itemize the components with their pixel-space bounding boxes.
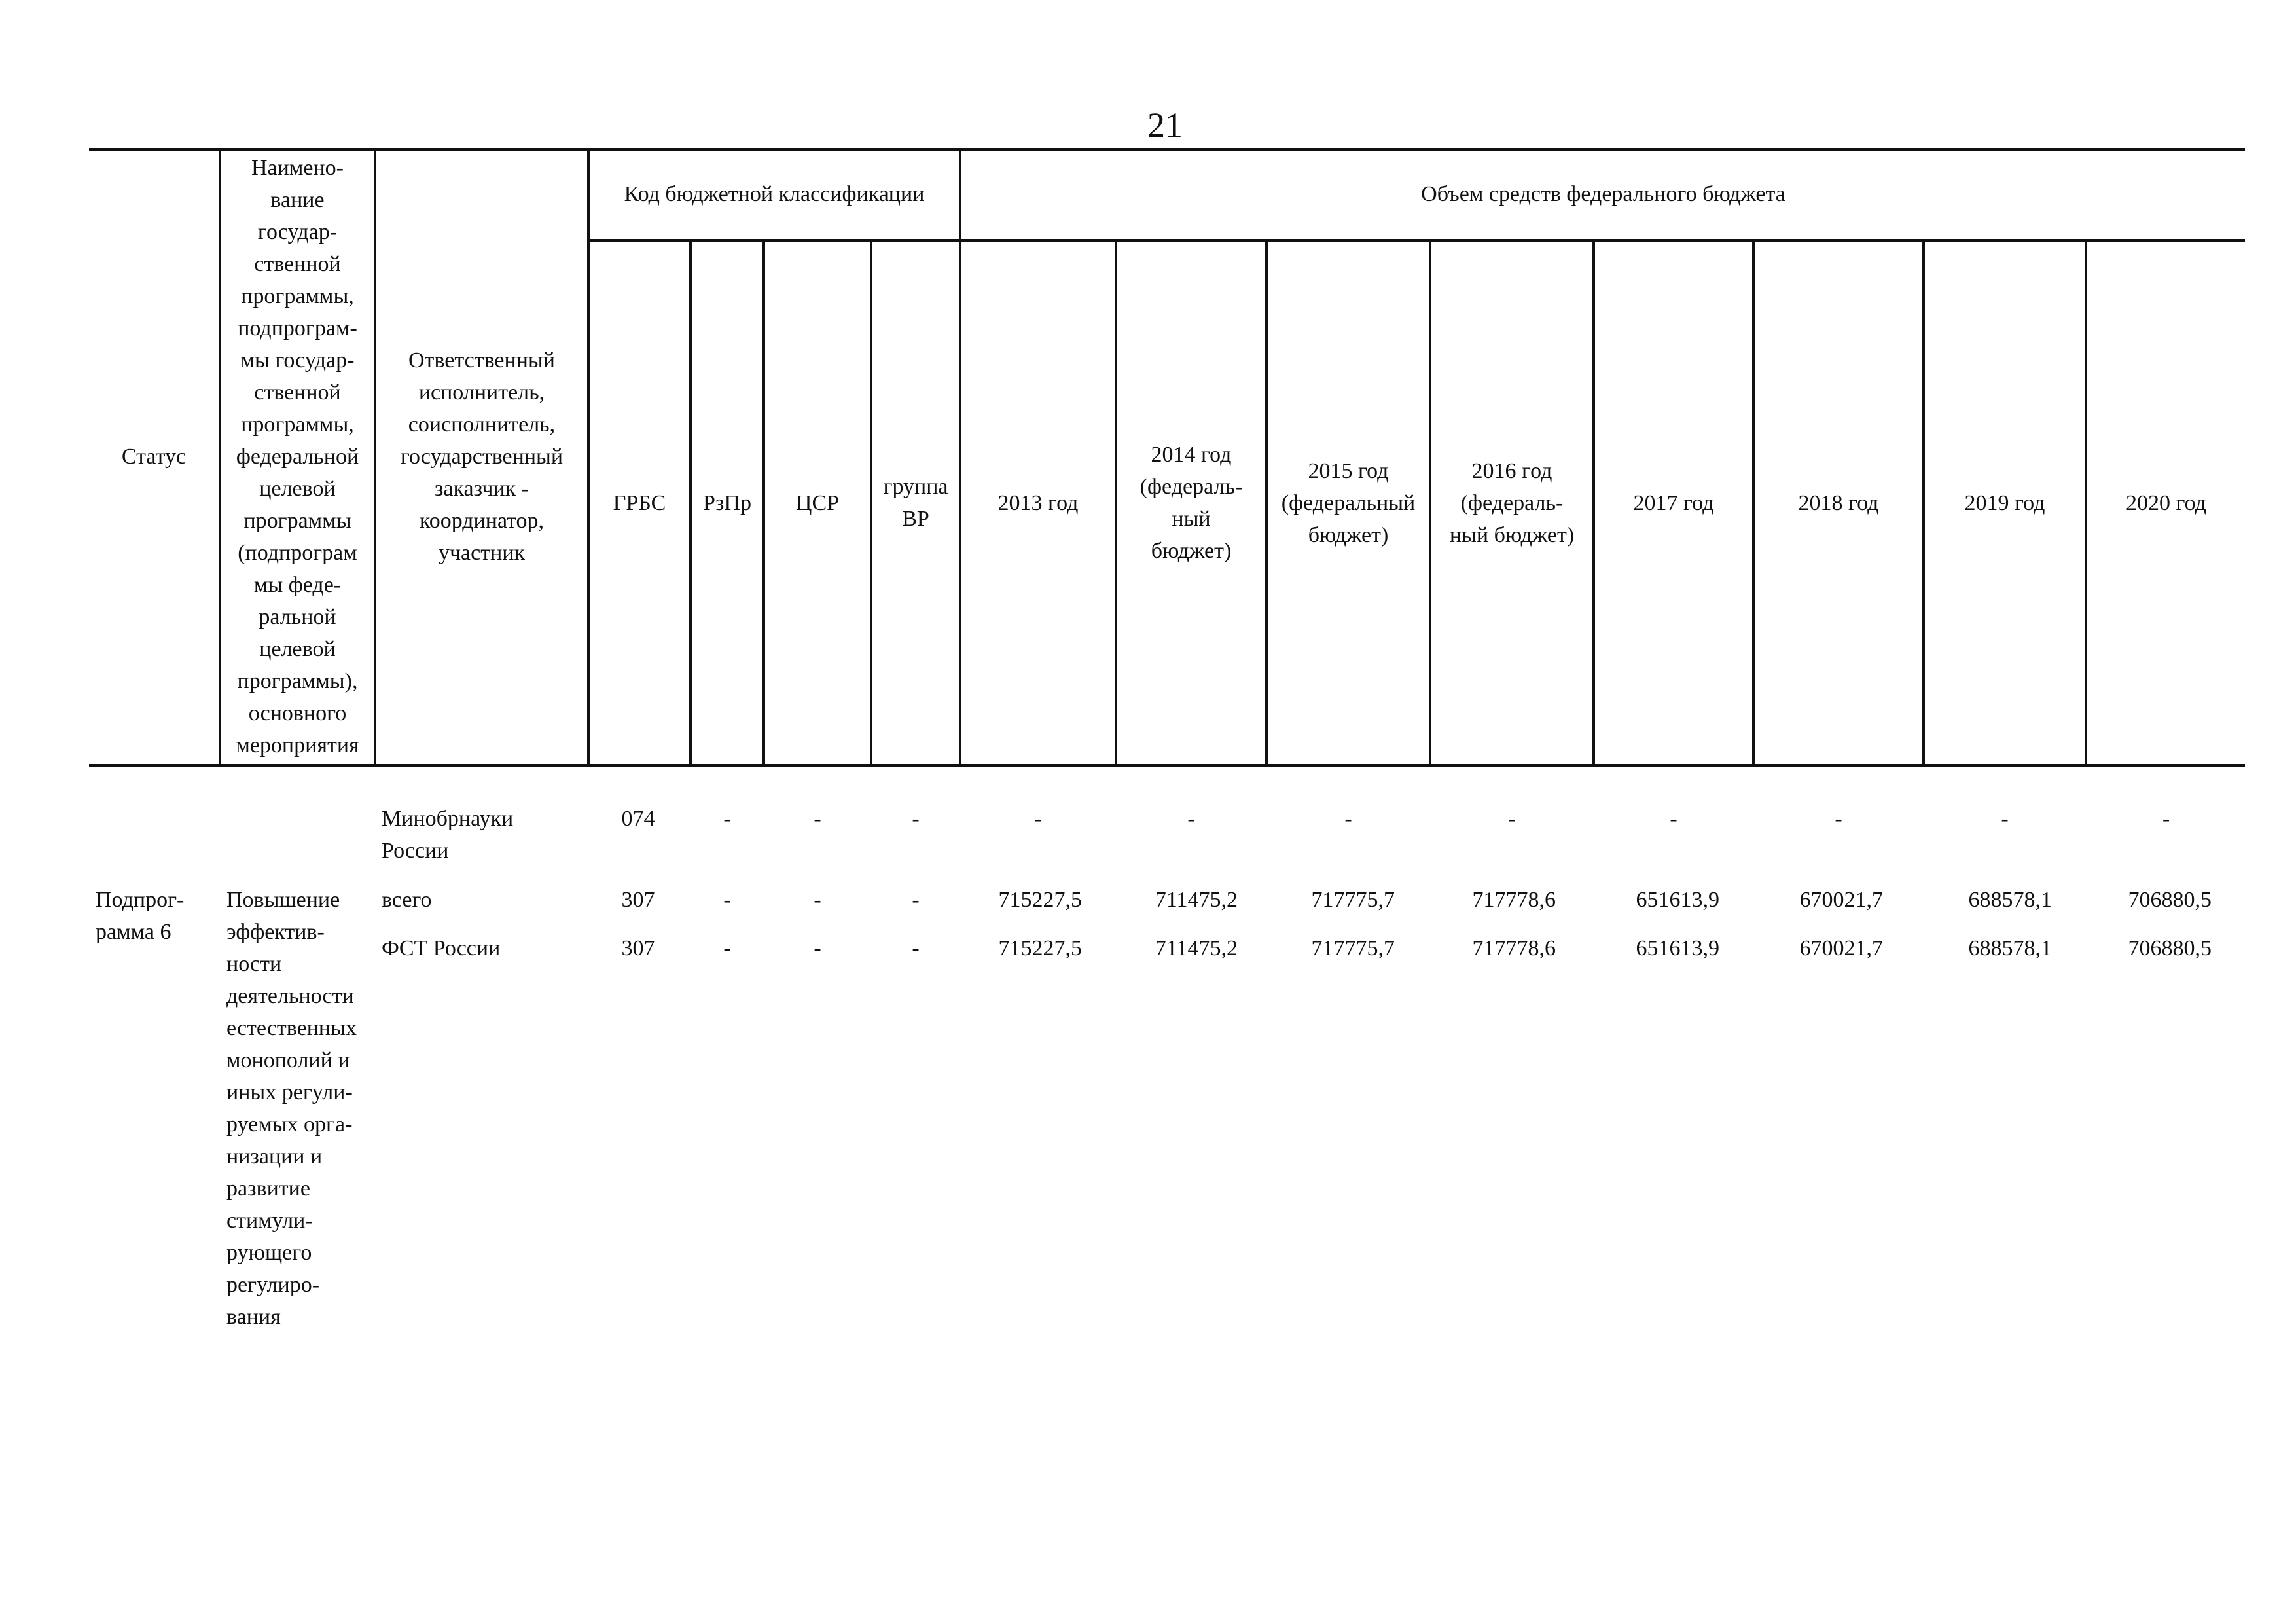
row-value-2018: 670021,7 (1799, 936, 1883, 960)
row-value-2019: 688578,1 (1968, 936, 2052, 960)
header-vr: группа ВР (883, 475, 948, 531)
row-value-2016: 717778,6 (1472, 936, 1556, 960)
row-vr: - (912, 936, 920, 960)
header-csr: ЦСР (795, 490, 840, 515)
row-value-2017: 651613,9 (1636, 888, 1719, 912)
row-value-2019: 688578,1 (1968, 888, 2052, 912)
row-responsible: Минобрнауки России (382, 807, 514, 863)
page-number: 21 (1147, 105, 1183, 145)
row-rzpr: - (723, 888, 731, 912)
row-status: Подпрог- рамма 6 (96, 888, 185, 944)
row-value-2016: 717778,6 (1472, 888, 1556, 912)
row-value-2016: - (1508, 807, 1516, 831)
row-grbs: 307 (621, 936, 655, 960)
header-2020: 2020 год (2126, 490, 2206, 515)
header-program-name: Наимено- вание государ- ственной программы, подпрограм- мы государ- ственной программы, федеральной целевой программы (подпрограм мы феде- ральной целевой программы), основного мероприятия (236, 156, 359, 757)
row-responsible: всего (382, 888, 432, 912)
row-value-2020: 706880,5 (2128, 888, 2212, 912)
row-grbs: 074 (621, 807, 655, 831)
row-vr: - (912, 888, 920, 912)
header-2014: 2014 год (федераль- ный бюджет) (1139, 443, 1243, 563)
row-grbs: 307 (621, 888, 655, 912)
header-2018: 2018 год (1798, 490, 1879, 515)
row-value-2015: 717775,7 (1311, 936, 1395, 960)
row-value-2020: - (2162, 807, 2170, 831)
header-budget-volume: Объем средств федерального бюджета (1421, 182, 1785, 206)
row-value-2015: 717775,7 (1311, 888, 1395, 912)
header-2016: 2016 год (федераль- ный бюджет) (1449, 458, 1575, 547)
row-value-2017: 651613,9 (1636, 936, 1719, 960)
header-status: Статус (121, 445, 187, 469)
row-rzpr: - (723, 807, 731, 831)
header-2013: 2013 год (997, 490, 1079, 515)
row-rzpr: - (723, 936, 731, 960)
row-program-name: Повышение эффектив- ности деятельности естественных монополий и иных регули- руемых орга- низации и развитие стимули- рующего регулиро- вания (226, 888, 357, 1329)
row-value-2014: 711475,2 (1155, 888, 1238, 912)
row-value-2015: - (1344, 807, 1352, 831)
row-value-2018: - (1835, 807, 1842, 831)
header-responsible: Ответственный исполнитель, соисполнитель, государственный заказчик - координатор, участник (400, 348, 564, 565)
row-csr: - (814, 888, 821, 912)
row-value-2014: 711475,2 (1155, 936, 1238, 960)
header-bottom-rule (89, 764, 2245, 767)
row-value-2018: 670021,7 (1799, 888, 1883, 912)
header-grbs: ГРБС (613, 490, 666, 515)
header-rzpr: РзПр (703, 490, 751, 515)
row-value-2017: - (1670, 807, 1677, 831)
header-budget-code: Код бюджетной классификации (624, 182, 925, 206)
row-csr: - (814, 807, 821, 831)
header-2019: 2019 год (1964, 490, 2045, 515)
row-value-2020: 706880,5 (2128, 936, 2212, 960)
row-value-2013: 715227,5 (998, 888, 1082, 912)
header-2015: 2015 год (федеральный бюджет) (1281, 458, 1416, 547)
header-2017: 2017 год (1633, 490, 1714, 515)
row-csr: - (814, 936, 821, 960)
row-value-2014: - (1187, 807, 1195, 831)
row-value-2013: - (1034, 807, 1042, 831)
row-vr: - (912, 807, 920, 831)
row-responsible: ФСТ России (382, 936, 501, 960)
row-value-2013: 715227,5 (998, 936, 1082, 960)
row-value-2019: - (2001, 807, 2009, 831)
